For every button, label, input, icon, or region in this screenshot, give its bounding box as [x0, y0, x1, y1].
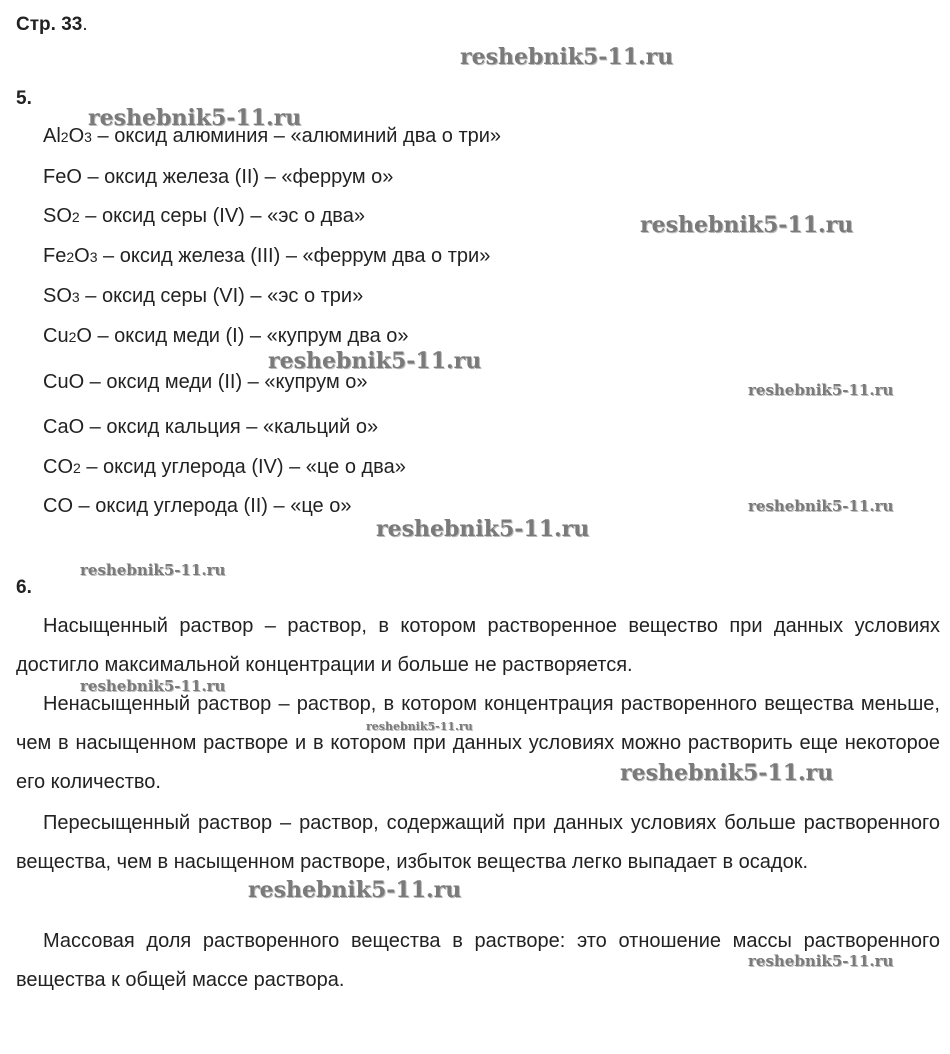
watermark: reshebnik5-11.ru — [88, 105, 302, 131]
page-label: Стр. 33 — [16, 14, 83, 35]
watermark: reshebnik5-11.ru — [620, 760, 834, 786]
watermark: reshebnik5-11.ru — [248, 877, 462, 903]
definition-paragraph: Насыщенный раствор – раствор, в котором растворенное вещество при данных условиях достигло максимальной концентрации и больше не растворяется. — [16, 615, 940, 676]
formula-line: FeO – оксид железа (II) – «феррум о» — [43, 166, 394, 188]
task-6-number: 6. — [16, 577, 32, 598]
watermark: reshebnik5-11.ru — [748, 952, 894, 970]
formula-line: CO2 – оксид углерода (IV) – «це о два» — [43, 456, 406, 478]
watermark: reshebnik5-11.ru — [640, 212, 854, 238]
watermark: reshebnik5-11.ru — [460, 44, 674, 70]
formula-line: SO2 – оксид серы (IV) – «эс о два» — [43, 205, 365, 227]
formula-line: CuO – оксид меди (II) – «купрум о» — [43, 371, 368, 393]
page-label-dot: . — [82, 14, 88, 35]
formula-line: CaO – оксид кальция – «кальций о» — [43, 416, 379, 438]
watermark: reshebnik5-11.ru — [268, 348, 482, 374]
formula-line: Al2O3 – оксид алюминия – «алюминий два о три» — [43, 125, 502, 147]
definition-paragraph: Массовая доля растворенного вещества в растворе: это отношение массы растворенного вещества к общей массе раствора. — [16, 930, 940, 991]
watermark: reshebnik5-11.ru — [748, 497, 894, 515]
formula-line: Cu2O – оксид меди (I) – «купрум два о» — [43, 325, 409, 347]
definition-paragraph: Пересыщенный раствор – раствор, содержащий при данных условиях больше растворенного вещества, чем в насыщенном растворе, избыток вещества легко выпадает в осадок. — [16, 812, 940, 873]
task-5-number: 5. — [16, 88, 32, 109]
watermark: reshebnik5-11.ru — [748, 381, 894, 399]
watermark: reshebnik5-11.ru — [366, 720, 473, 733]
page-header — [16, 14, 88, 36]
definition-paragraph: Ненасыщенный раствор – раствор, в котором концентрация растворенного вещества меньше, чем в насыщенном растворе и в котором при данных условиях можно растворить еще некоторое его количество. — [16, 693, 940, 793]
watermark: reshebnik5-11.ru — [80, 561, 226, 579]
formula-line: Fe2O3 – оксид железа (III) – «феррум два о три» — [43, 245, 491, 267]
watermark: reshebnik5-11.ru — [376, 516, 590, 542]
watermark: reshebnik5-11.ru — [80, 677, 226, 695]
formula-line: CO – оксид углерода (II) – «це о» — [43, 495, 352, 517]
formula-line: SO3 – оксид серы (VI) – «эс о три» — [43, 285, 364, 307]
